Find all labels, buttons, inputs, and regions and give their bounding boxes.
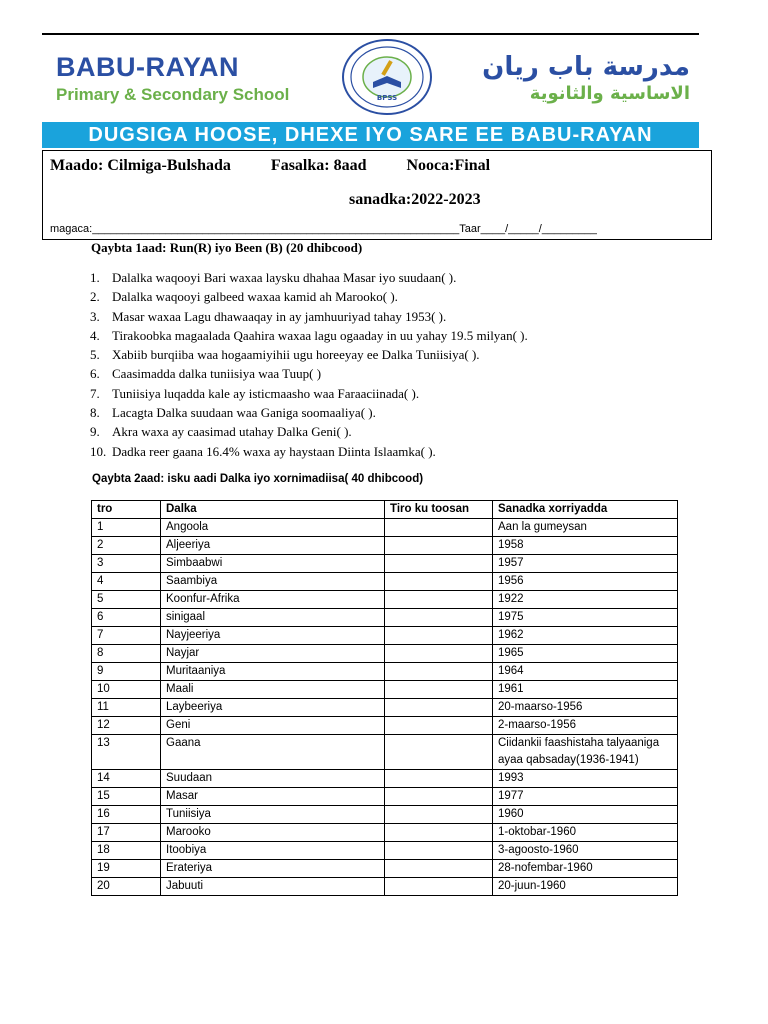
independence-year: 1957 [493,555,678,573]
row-number: 8 [92,645,161,663]
subject-label: Maado: Cilmiga-Bulshada [50,157,231,174]
true-false-questions [90,268,528,461]
independence-year: 1964 [493,663,678,681]
row-number: 20 [92,878,161,896]
school-year-label: sanadka:2022-2023 [349,191,481,208]
school-name-english [56,52,289,106]
school-banner: DUGSIGA HOOSE, DHEXE IYO SARE EE BABU-RAYAN [42,122,699,148]
independence-year: 1-oktobar-1960 [493,824,678,842]
match-answer-cell[interactable] [385,519,493,537]
logo-text: BPSS [376,94,398,102]
table-row [92,663,678,681]
row-number: 3 [92,555,161,573]
row-number: 5 [92,591,161,609]
table-row [92,573,678,591]
table-row [92,699,678,717]
row-number: 10 [92,681,161,699]
country-name: Nayjar [161,645,385,663]
question-item: 8. Lacagta Dalka suudaan waa Ganiga soomaaliya( ). [90,405,376,421]
question-item: 5. Xabiib burqiiba waa hogaamiyihii ugu horeeyay ee Dalka Tuniisiya( ). [90,347,480,363]
row-number: 13 [92,735,161,770]
row-number: 12 [92,717,161,735]
match-answer-cell[interactable] [385,788,493,806]
question-item: 9. Akra waxa ay caasimad utahay Dalka Geni( ). [90,424,352,440]
table-row [92,591,678,609]
match-answer-cell[interactable] [385,824,493,842]
grade-label: Fasalka: 8aad [270,157,367,174]
match-answer-cell[interactable] [385,878,493,896]
independence-year: 1956 [493,573,678,591]
independence-year: 1975 [493,609,678,627]
country-name: Masar [161,788,385,806]
match-answer-cell[interactable] [385,627,493,645]
country-name: Muritaaniya [161,663,385,681]
row-number: 18 [92,842,161,860]
independence-year: 2-maarso-1956 [493,717,678,735]
question-item: 7. Tuniisiya luqadda kale ay isticmaasho waa Faraaciinada( ). [90,385,420,401]
independence-year: 3-agoosto-1960 [493,842,678,860]
independence-year: 1962 [493,627,678,645]
match-answer-cell[interactable] [385,591,493,609]
match-answer-cell[interactable] [385,663,493,681]
independence-year: 1993 [493,770,678,788]
row-number: 4 [92,573,161,591]
table-row [92,537,678,555]
independence-year: 20-maarso-1956 [493,699,678,717]
table-row [92,788,678,806]
column-header: Sanadka xorriyadda [493,501,678,519]
independence-year: 1977 [493,788,678,806]
independence-year: Ciidankii faashistaha talyaaniga ayaa qabsaday(1936-1941) [493,735,678,770]
country-name: Koonfur-Afrika [161,591,385,609]
match-answer-cell[interactable] [385,860,493,878]
match-answer-cell[interactable] [385,537,493,555]
table-header-row [92,501,678,519]
country-name: Jabuuti [161,878,385,896]
table-row [92,824,678,842]
table-row [92,770,678,788]
row-number: 1 [92,519,161,537]
table-row [92,519,678,537]
school-logo [339,38,435,116]
country-name: Maali [161,681,385,699]
independence-year: 20-juun-1960 [493,878,678,896]
table-row [92,717,678,735]
row-number: 2 [92,537,161,555]
match-answer-cell[interactable] [385,806,493,824]
table-row [92,645,678,663]
school-name-ar: مدرسة باب ريان [482,52,690,82]
row-number: 6 [92,609,161,627]
match-answer-cell[interactable] [385,609,493,627]
match-answer-cell[interactable] [385,770,493,788]
country-name: Laybeeriya [161,699,385,717]
match-answer-cell[interactable] [385,717,493,735]
match-answer-cell[interactable] [385,681,493,699]
independence-year: 1922 [493,591,678,609]
independence-year: 28-nofembar-1960 [493,860,678,878]
country-name: sinigaal [161,609,385,627]
row-number: 17 [92,824,161,842]
row-number: 11 [92,699,161,717]
row-number: 7 [92,627,161,645]
school-subtitle: Primary & Secondary School [56,85,290,104]
independence-year: 1958 [493,537,678,555]
country-name: Gaana [161,735,385,770]
question-item: 6. Caasimadda dalka tuniisiya waa Tuup( ) [90,366,322,382]
question-item: 3. Masar waxaa Lagu dhawaaqay in ay jamhuuriyad tahay 1953( ). [90,308,447,324]
exam-info-box [42,150,712,240]
top-rule [42,33,699,35]
country-name: Itoobiya [161,842,385,860]
match-answer-cell[interactable] [385,555,493,573]
match-answer-cell[interactable] [385,573,493,591]
match-answer-cell[interactable] [385,645,493,663]
exam-type-label: Nooca:Final [406,157,491,174]
section1-title: Qaybta 1aad: Run(R) iyo Been (B) (20 dhibcood) [91,240,363,255]
school-subtitle-ar: الاساسية والثانوية [529,83,690,104]
exam-info-row [50,157,526,175]
independence-year: 1961 [493,681,678,699]
country-name: Marooko [161,824,385,842]
student-name-line: magaca:____________________________________________________________Taar____/_____/_________ [50,223,597,235]
country-name: Tuniisiya [161,806,385,824]
country-name: Suudaan [161,770,385,788]
question-item: 4. Tirakoobka magaalada Qaahira waxaa lagu ogaaday in uu yahay 19.5 milyan( ). [90,327,528,343]
table-row [92,681,678,699]
table-row [92,860,678,878]
table-row [92,627,678,645]
match-answer-cell[interactable] [385,842,493,860]
independence-year: 1965 [493,645,678,663]
row-number: 16 [92,806,161,824]
country-name: Angoola [161,519,385,537]
school-name-arabic [450,52,690,106]
match-answer-cell[interactable] [385,699,493,717]
independence-year: Aan la gumeysan [493,519,678,537]
country-name: Geni [161,717,385,735]
table-row [92,842,678,860]
question-item: 1. Dalalka waqooyi Bari waxaa laysku dhahaa Masar iyo suudaan( ). [90,270,457,285]
section2-title: Qaybta 2aad: isku aadi Dalka iyo xornimadiisa( 40 dhibcood) [92,473,424,485]
row-number: 14 [92,770,161,788]
match-answer-cell[interactable] [385,735,493,770]
school-name: BABU-RAYAN [56,52,240,82]
table-row [92,609,678,627]
table-row [92,878,678,896]
matching-table [91,500,678,896]
row-number: 19 [92,860,161,878]
independence-year: 1960 [493,806,678,824]
question-item: 2. Dalalka waqooyi galbeed waxaa kamid ah Marooko( ). [90,289,398,305]
table-row [92,806,678,824]
country-name: Nayjeeriya [161,627,385,645]
table-body [92,519,678,896]
column-header: Dalka [161,501,385,519]
country-name: Simbaabwi [161,555,385,573]
column-header: Tiro ku toosan [385,501,493,519]
row-number: 15 [92,788,161,806]
column-header: tro [92,501,161,519]
table-row [92,735,678,770]
country-name: Saambiya [161,573,385,591]
country-name: Erateriya [161,860,385,878]
table-row [92,555,678,573]
row-number: 9 [92,663,161,681]
question-item: 10. Dadka reer gaana 16.4% waxa ay haystaan Diinta Islaamka( ). [90,443,436,459]
country-name: Aljeeriya [161,537,385,555]
